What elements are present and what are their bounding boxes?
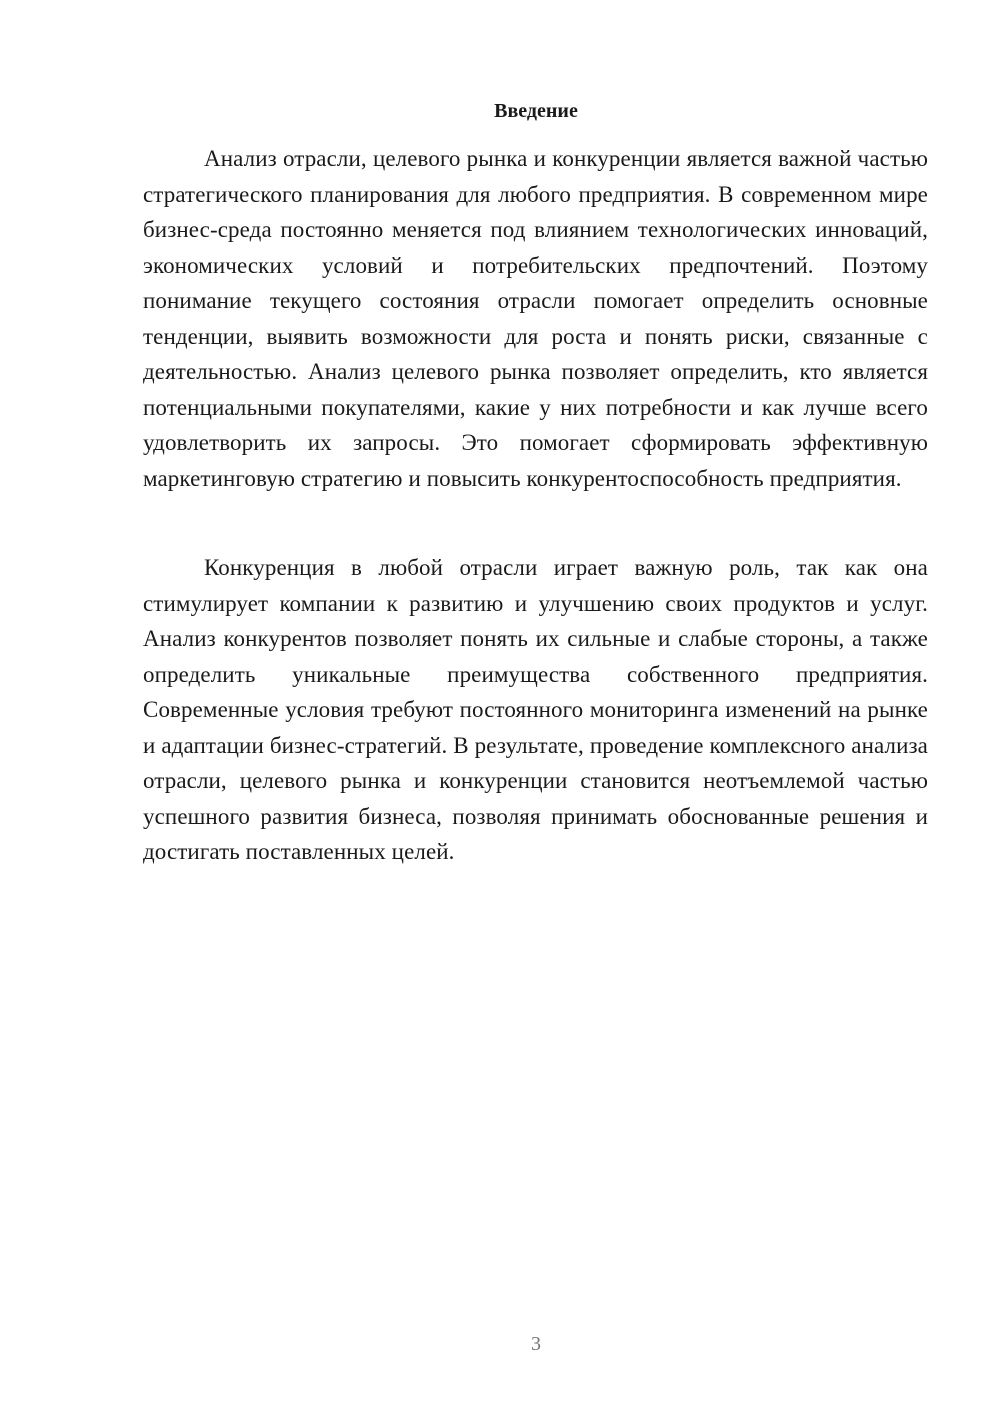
section-heading: Введение [494,100,578,122]
paragraph-2: Конкуренция в любой отрасли играет важную роль, так как она стимулирует компании к развитию и улучшению своих продуктов и услуг. Анализ конкурентов позволяет понять их сильные и слабые стороны, а также определить уникальные преимущества собственного предприятия. Современные условия требуют постоянного мониторинга изменений на рынке и адаптации бизнес-стратегий. В результате, проведение комплексного анализа отрасли, целевого рынка и конкуренции становится неотъемлемой частью успешного развития бизнеса, позволяя принимать обоснованные решения и достигать поставленных целей. [143,555,928,864]
page-number: 3 [531,1333,541,1355]
paragraph-1: Анализ отрасли, целевого рынка и конкуренции является важной частью стратегического планирования для любого предприятия. В современном мире бизнес-среда постоянно меняется под влиянием технологических инноваций, экономических условий и потребительских предпочтений. Поэтому понимание текущего состояния отрасли помогает определить основные тенденции, выявить возможности для роста и понять риски, связанные с деятельностью. Анализ целевого рынка позволяет определить, кто является потенциальными покупателями, какие у них потребности и как лучше всего удовлетворить их запросы. Это помогает сформировать эффективную маркетинговую стратегию и повысить конкурентоспособность предприятия. [143,146,928,491]
